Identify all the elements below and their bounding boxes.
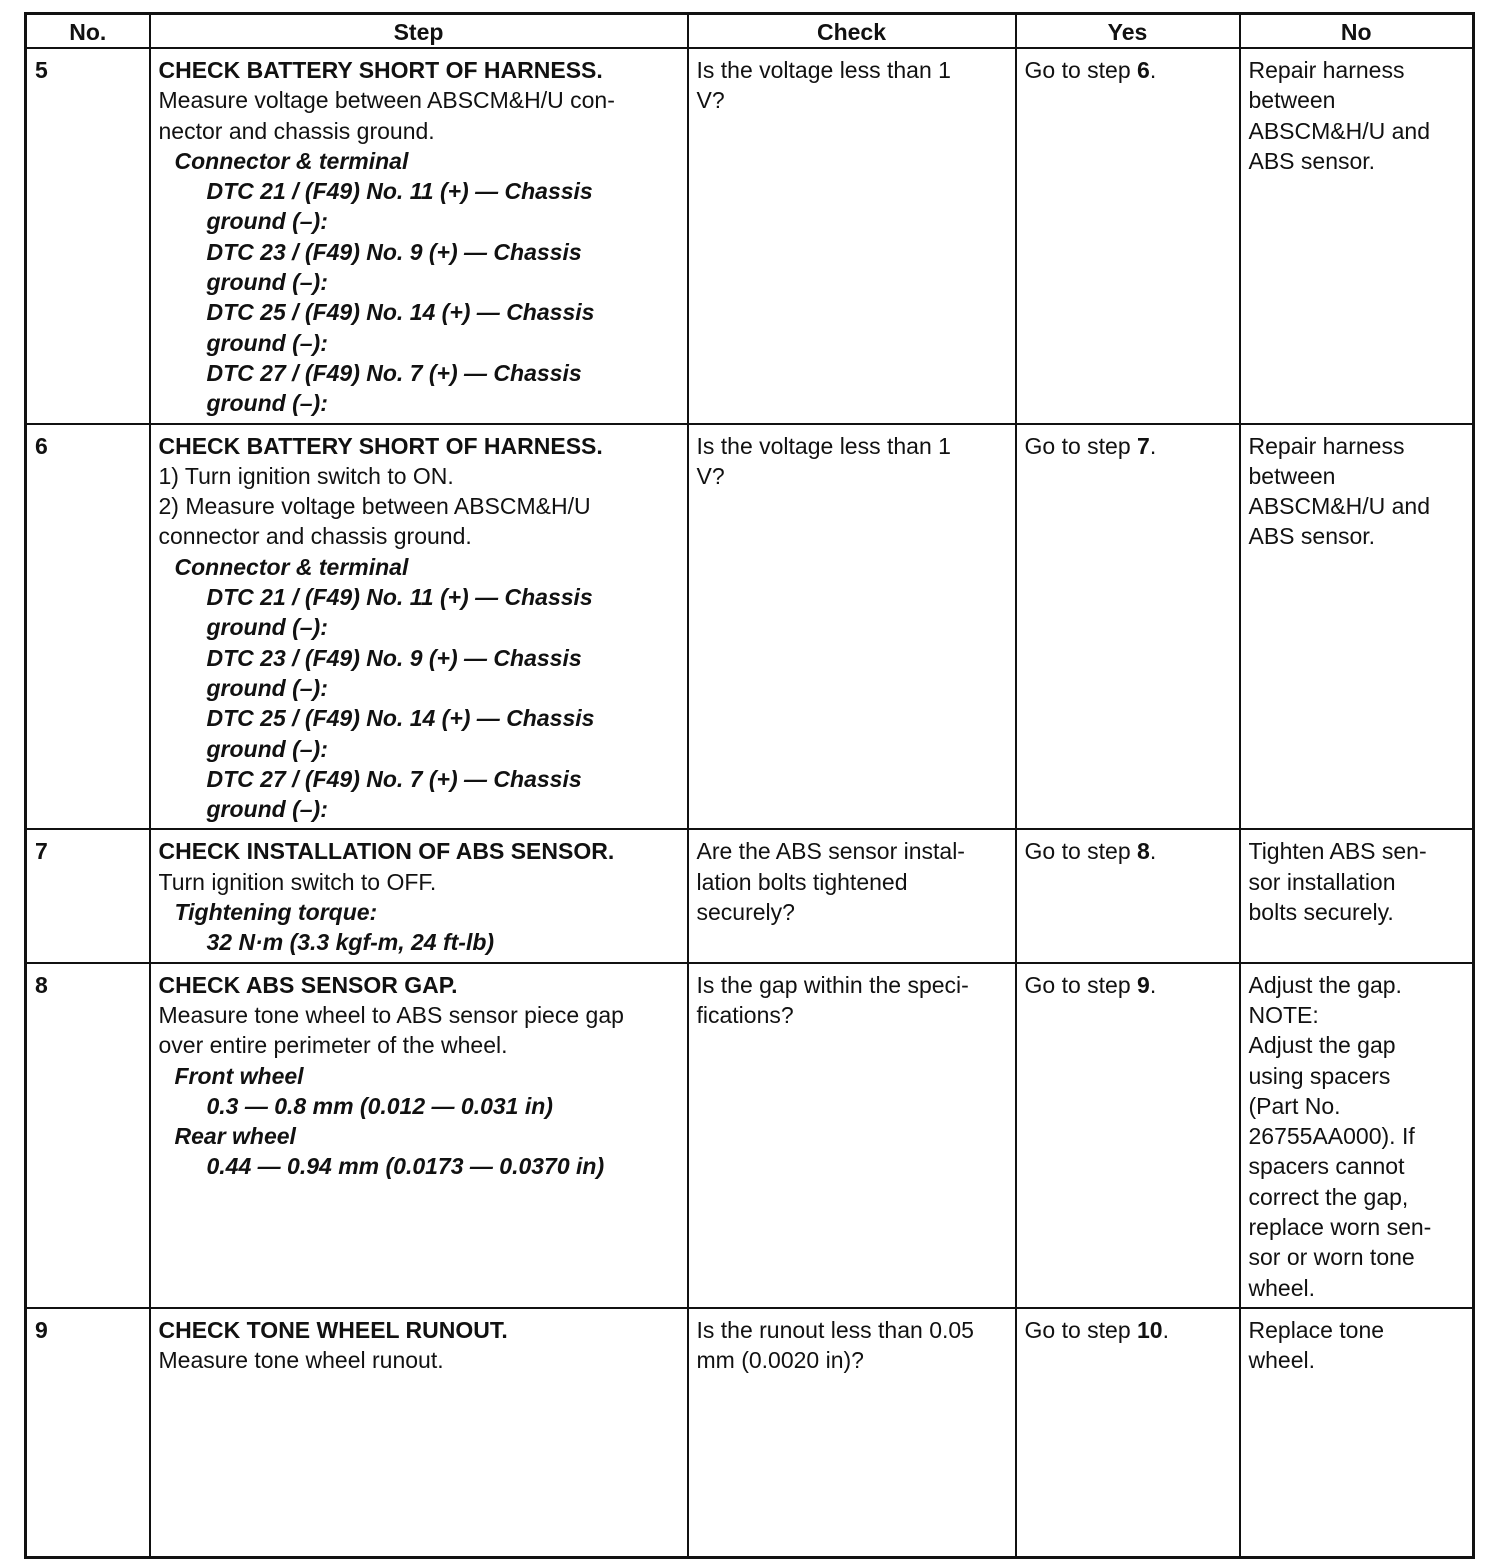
yes-cell <box>1016 963 1240 1308</box>
yes-suffix: . <box>1162 1316 1169 1343</box>
spec-label: Tightening torque: <box>174 899 378 926</box>
spec-line: 32 N·m (3.3 kgf-m, 24 ft-lb) <box>206 929 495 956</box>
no-cell <box>1240 424 1474 830</box>
check-line: lation bolts tightened <box>696 868 908 895</box>
table-row <box>26 48 1474 424</box>
no-line: wheel. <box>1248 1274 1315 1301</box>
spec-label: Connector & terminal <box>174 553 409 580</box>
table-row <box>26 1308 1474 1558</box>
check-line: mm (0.0020 in)? <box>696 1347 864 1374</box>
check-line: Are the ABS sensor instal- <box>696 838 965 865</box>
step-cell <box>150 48 688 424</box>
check-line: fications? <box>696 1001 794 1028</box>
no-line: Tighten ABS sen- <box>1248 838 1427 865</box>
diagnostic-document <box>24 12 1472 1559</box>
no-line: spacers cannot <box>1248 1153 1405 1180</box>
spec-line: DTC 25 / (F49) No. 14 (+) — Chassis <box>206 705 595 732</box>
spec-label: Front wheel <box>174 1062 304 1089</box>
check-cell <box>688 1308 1016 1558</box>
step-cell <box>150 829 688 962</box>
step-number: 5 <box>26 48 150 424</box>
no-line: Repair harness <box>1248 57 1405 83</box>
spec-line: ground (–): <box>206 269 328 296</box>
no-cell <box>1240 1308 1474 1558</box>
no-line: between <box>1248 462 1336 489</box>
spec-line: ground (–): <box>206 614 328 641</box>
spec-line: ground (–): <box>206 796 328 823</box>
step-number: 6 <box>26 424 150 830</box>
no-cell <box>1240 829 1474 962</box>
header-no-action: No <box>1240 14 1474 49</box>
no-line: using spacers <box>1248 1062 1391 1089</box>
step-cell <box>150 963 688 1308</box>
step-title: CHECK INSTALLATION OF ABS SENSOR. <box>158 838 615 865</box>
spec-line: DTC 27 / (F49) No. 7 (+) — Chassis <box>206 765 582 792</box>
no-line: Adjust the gap. <box>1248 971 1402 998</box>
no-line: Adjust the gap <box>1248 1032 1396 1059</box>
step-desc-line: 1) Turn ignition switch to ON. <box>158 462 454 489</box>
yes-cell <box>1016 48 1240 424</box>
table-row <box>26 829 1474 962</box>
yes-prefix: Go to step <box>1024 1316 1138 1343</box>
yes-step-link: 9 <box>1137 971 1150 998</box>
spec-label: Connector & terminal <box>174 147 409 174</box>
table-row <box>26 963 1474 1308</box>
step-desc-line: Measure tone wheel to ABS sensor piece gap <box>158 1001 624 1028</box>
yes-step-link: 10 <box>1137 1316 1163 1343</box>
no-line: sor or worn tone <box>1248 1244 1415 1271</box>
yes-step-link: 7 <box>1137 432 1150 459</box>
no-line: ABS sensor. <box>1248 523 1376 550</box>
no-line: correct the gap, <box>1248 1183 1409 1210</box>
check-line: V? <box>696 87 725 114</box>
spec-line: DTC 21 / (F49) No. 11 (+) — Chassis <box>206 178 593 205</box>
yes-prefix: Go to step <box>1024 971 1138 998</box>
yes-prefix: Go to step <box>1024 838 1138 865</box>
no-line: ABSCM&H/U and <box>1248 493 1431 520</box>
no-line: wheel. <box>1248 1347 1315 1374</box>
spec-label: Rear wheel <box>174 1123 296 1150</box>
spec-line: ground (–): <box>206 735 328 762</box>
header-step: Step <box>150 14 688 49</box>
step-number: 7 <box>26 829 150 962</box>
spec-line: DTC 25 / (F49) No. 14 (+) — Chassis <box>206 299 595 326</box>
step-title: CHECK TONE WHEEL RUNOUT. <box>158 1316 508 1343</box>
no-cell <box>1240 963 1474 1308</box>
step-cell <box>150 424 688 830</box>
diagnostic-table <box>24 12 1475 1559</box>
yes-cell <box>1016 424 1240 830</box>
check-cell <box>688 424 1016 830</box>
spec-line: 0.44 — 0.94 mm (0.0173 — 0.0370 in) <box>206 1153 605 1180</box>
spec-line: ground (–): <box>206 390 328 417</box>
check-cell <box>688 829 1016 962</box>
yes-suffix: . <box>1149 432 1157 459</box>
yes-prefix: Go to step <box>1024 432 1138 459</box>
yes-cell <box>1016 1308 1240 1558</box>
step-number: 8 <box>26 963 150 1308</box>
header-check: Check <box>688 14 1016 49</box>
header-row <box>26 14 1474 49</box>
no-line: bolts securely. <box>1248 899 1394 926</box>
check-line: Is the voltage less than 1 <box>696 432 951 459</box>
step-desc-line: Turn ignition switch to OFF. <box>158 868 437 895</box>
yes-step-link: 8 <box>1137 838 1150 865</box>
spec-line: DTC 23 / (F49) No. 9 (+) — Chassis <box>206 644 582 671</box>
step-number: 9 <box>26 1308 150 1558</box>
check-line: V? <box>696 462 725 489</box>
yes-step-link: 6 <box>1137 57 1150 83</box>
yes-prefix: Go to step <box>1024 57 1138 83</box>
no-line: Repair harness <box>1248 432 1405 459</box>
no-line: between <box>1248 87 1336 114</box>
step-desc-line: connector and chassis ground. <box>158 523 472 550</box>
spec-line: ground (–): <box>206 208 328 235</box>
no-line: replace worn sen- <box>1248 1213 1432 1240</box>
yes-suffix: . <box>1149 971 1157 998</box>
no-line: (Part No. <box>1248 1092 1341 1119</box>
check-line: securely? <box>696 899 795 926</box>
spec-line: DTC 21 / (F49) No. 11 (+) — Chassis <box>206 584 593 611</box>
step-desc-line: over entire perimeter of the wheel. <box>158 1032 508 1059</box>
no-line: Replace tone <box>1248 1316 1385 1343</box>
step-desc-line: Measure voltage between ABSCM&H/U con- <box>158 87 615 114</box>
header-yes: Yes <box>1016 14 1240 49</box>
check-line: Is the voltage less than 1 <box>696 57 951 83</box>
spec-line: DTC 23 / (F49) No. 9 (+) — Chassis <box>206 238 582 265</box>
no-cell <box>1240 48 1474 424</box>
check-line: Is the gap within the speci- <box>696 971 969 998</box>
step-desc-line: nector and chassis ground. <box>158 117 435 144</box>
yes-cell <box>1016 829 1240 962</box>
no-line: NOTE: <box>1248 1001 1319 1028</box>
check-line: Is the runout less than 0.05 <box>696 1316 974 1343</box>
no-line: ABSCM&H/U and <box>1248 117 1431 144</box>
step-desc-line: Measure tone wheel runout. <box>158 1347 444 1374</box>
yes-suffix: . <box>1149 838 1157 865</box>
step-title: CHECK BATTERY SHORT OF HARNESS. <box>158 57 603 83</box>
spec-line: 0.3 — 0.8 mm (0.012 — 0.031 in) <box>206 1092 553 1119</box>
yes-suffix: . <box>1149 57 1157 83</box>
spec-line: DTC 27 / (F49) No. 7 (+) — Chassis <box>206 359 582 386</box>
step-cell <box>150 1308 688 1558</box>
step-desc-line: 2) Measure voltage between ABSCM&H/U <box>158 493 591 520</box>
check-cell <box>688 48 1016 424</box>
spec-line: ground (–): <box>206 329 328 356</box>
check-cell <box>688 963 1016 1308</box>
header-no: No. <box>26 14 150 49</box>
no-line: 26755AA000). If <box>1248 1123 1415 1150</box>
step-title: CHECK BATTERY SHORT OF HARNESS. <box>158 432 603 459</box>
step-title: CHECK ABS SENSOR GAP. <box>158 971 458 998</box>
no-line: sor installation <box>1248 868 1396 895</box>
no-line: ABS sensor. <box>1248 147 1376 174</box>
spec-line: ground (–): <box>206 674 328 701</box>
table-row <box>26 424 1474 830</box>
